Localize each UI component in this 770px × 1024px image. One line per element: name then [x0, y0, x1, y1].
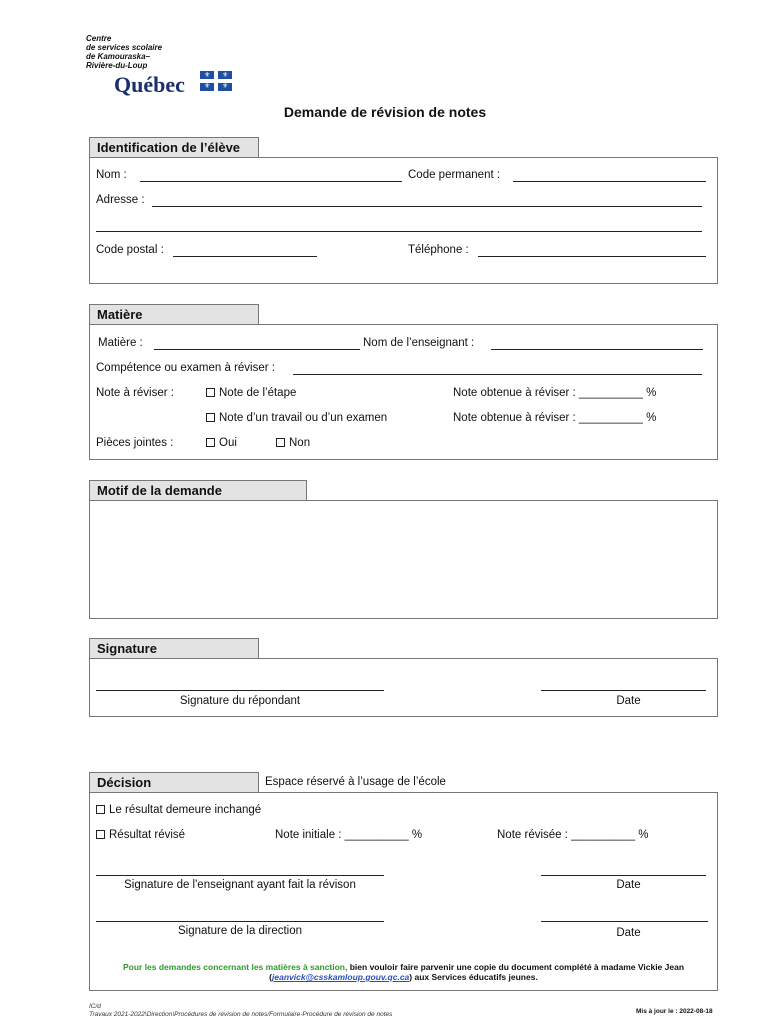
telephone-field[interactable] [478, 256, 706, 257]
notice-text: bien vouloir faire parvenir une copie du document complété à madame Vickie Jean [347, 962, 685, 972]
note-travail-label: Note d’un travail ou d’un examen [219, 412, 388, 424]
checkbox-icon [206, 413, 215, 422]
code-postal-field[interactable] [173, 256, 317, 257]
espace-reserve-label: Espace réservé à l’usage de l’école [265, 776, 446, 788]
oui-label: Oui [219, 437, 237, 449]
organization-name [86, 34, 162, 70]
note-etape-checkbox[interactable] [206, 387, 296, 399]
section-eleve-box [89, 157, 718, 284]
org-line: Rivière-du-Loup [86, 61, 148, 70]
note-obtenue-2[interactable]: Note obtenue à réviser : __________ % [453, 412, 657, 424]
footer-path [89, 1003, 392, 1019]
org-line: de services scolaire [86, 43, 163, 52]
pieces-jointes-label: Pièces jointes : [96, 437, 174, 449]
signature-repondant-field[interactable] [96, 690, 384, 691]
adresse-field-line2[interactable] [96, 231, 702, 232]
section-tab-motif: Motif de la demande [89, 480, 307, 501]
resultat-revise-label: Résultat révisé [109, 829, 186, 841]
page-title: Demande de révision de notes [283, 104, 487, 120]
nom-field[interactable] [140, 181, 402, 182]
quebec-flag-icon: ⚜ ⚜ ⚜ ⚜ [200, 71, 232, 91]
signature-enseignant-label: Signature de l'enseignant ayant fait la révison [124, 879, 356, 891]
checkbox-icon [96, 805, 105, 814]
note-initiale-field[interactable]: Note initiale : __________ % [275, 829, 423, 841]
checkbox-icon [96, 830, 105, 839]
non-label: Non [289, 437, 311, 449]
signature-direction-field[interactable] [96, 921, 384, 922]
competence-field[interactable] [293, 374, 702, 375]
checkbox-icon [206, 388, 215, 397]
code-postal-label: Code postal : [96, 244, 164, 256]
section-signature-box [89, 658, 718, 717]
competence-label: Compétence ou examen à réviser : [96, 362, 275, 374]
code-permanent-field[interactable] [513, 181, 706, 182]
signature-date-label: Date [616, 695, 641, 707]
notice-tail: ) aux Services éducatifs jeunes. [409, 972, 538, 982]
resultat-inchange-label: Le résultat demeure inchangé [109, 804, 262, 816]
nom-label: Nom : [96, 169, 127, 181]
section-tab-signature: Signature [89, 638, 259, 659]
note-travail-checkbox[interactable] [206, 412, 387, 424]
section-tab-matiere: Matière [89, 304, 259, 325]
resultat-revise-checkbox[interactable] [96, 829, 185, 841]
org-line: de Kamouraska– [86, 52, 151, 61]
signature-direction-label: Signature de la direction [177, 925, 303, 937]
notice-paren: ( [269, 972, 273, 982]
note-obtenue-1[interactable]: Note obtenue à réviser : __________ % [453, 387, 657, 399]
email-link[interactable]: jeanvick@csskamloup.gouv.qc.ca [272, 972, 410, 982]
telephone-label: Téléphone : [408, 244, 469, 256]
note-revisee-field[interactable]: Note révisée : __________ % [497, 829, 649, 841]
signature-enseignant-field[interactable] [96, 875, 384, 876]
decision-date1-label: Date [616, 879, 641, 891]
adresse-field[interactable] [152, 206, 702, 207]
section-tab-decision: Décision [89, 772, 259, 793]
nom-enseignant-label: Nom de l’enseignant : [363, 337, 475, 349]
signature-repondant-label: Signature du répondant [179, 695, 301, 707]
resultat-inchange-checkbox[interactable] [96, 804, 261, 816]
oui-checkbox[interactable] [206, 437, 237, 449]
section-tab-eleve: Identification de l’élève [89, 137, 259, 158]
checkbox-icon [206, 438, 215, 447]
footer-updated: Mis à jour le : 2022-08-18 [636, 1008, 713, 1015]
matiere-field[interactable] [154, 349, 360, 350]
notice-highlight: Pour les demandes concernant les matières à sanction, [122, 962, 348, 972]
signature-date-field[interactable] [541, 690, 706, 691]
adresse-label: Adresse : [96, 194, 145, 206]
footer-file-path: Travaux 2021-2022\Direction\Procédures de révision de notes/Formulaire-Procédure de révision de notes [89, 1011, 393, 1018]
decision-date2-field[interactable] [541, 921, 708, 922]
matiere-label: Matière : [98, 337, 143, 349]
sanction-notice [89, 962, 718, 982]
non-checkbox[interactable] [276, 437, 310, 449]
org-line: Centre [86, 34, 112, 43]
checkbox-icon [276, 438, 285, 447]
note-a-reviser-label: Note à réviser : [96, 387, 174, 399]
motif-textarea[interactable] [89, 500, 718, 619]
note-etape-label: Note de l’étape [219, 387, 297, 399]
code-permanent-label: Code permanent : [408, 169, 501, 181]
decision-date2-label: Date [616, 927, 641, 939]
decision-date1-field[interactable] [541, 875, 706, 876]
nom-enseignant-field[interactable] [491, 349, 703, 350]
quebec-wordmark: Québec [114, 72, 185, 97]
footer-initials: IC/d [89, 1003, 101, 1010]
